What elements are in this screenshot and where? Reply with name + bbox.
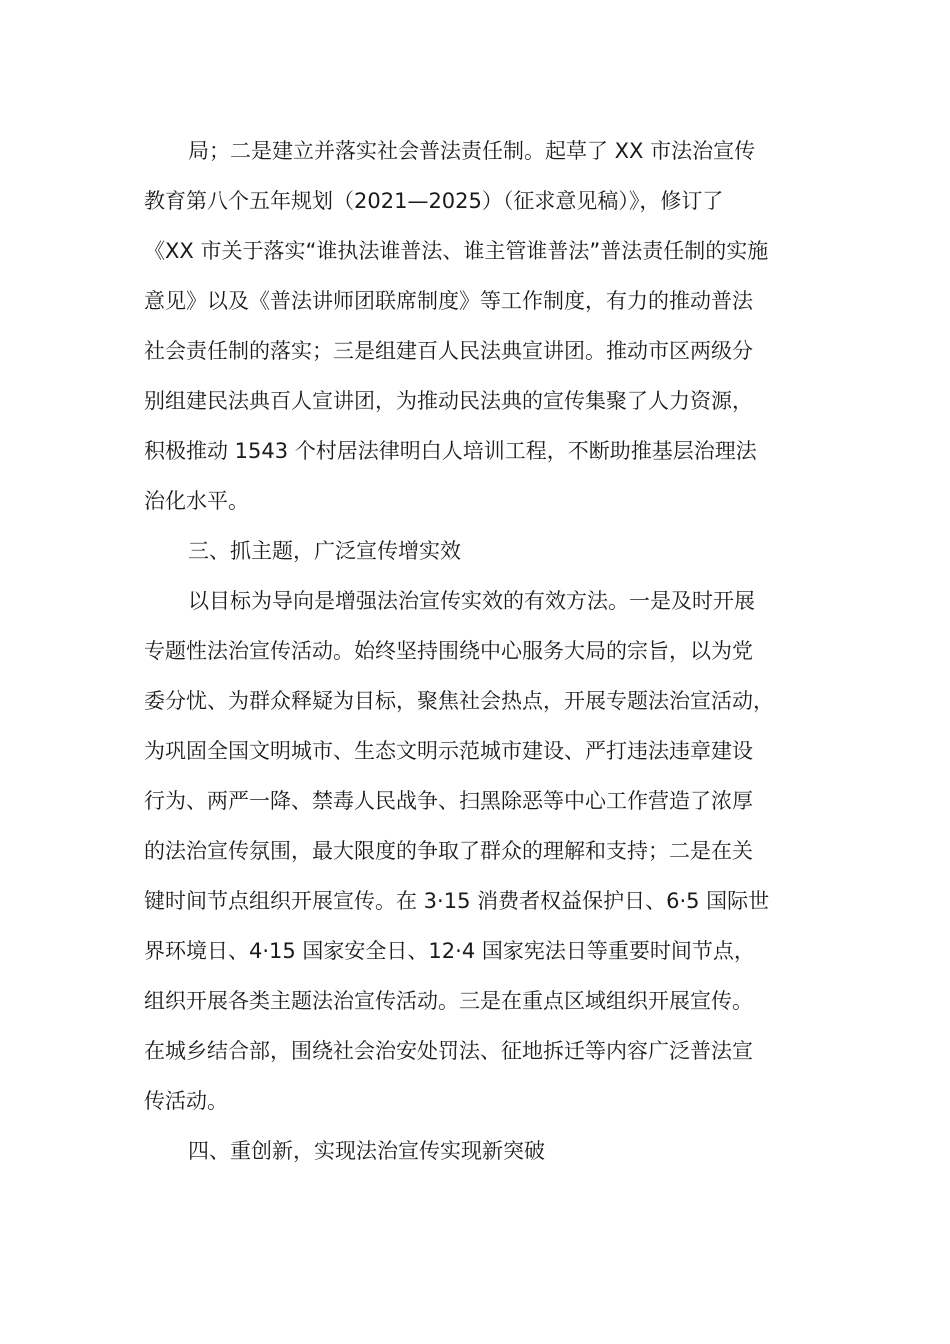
paragraph-line: 专题性法治宣传活动。始终坚持围绕中心服务大局的宗旨，以为党 — [144, 639, 753, 663]
paragraph-line: 键时间节点组织开展宣传。在 3·15 消费者权益保护日、6·5 国际世 — [144, 889, 770, 913]
paragraph-line: 教育第八个五年规划（2021—2025）（征求意见稿）》，修订了 — [144, 189, 724, 213]
paragraph-line: 的法治宣传氛围，最大限度的争取了群众的理解和支持；二是在关 — [144, 839, 753, 863]
paragraph-line: 传活动。 — [144, 1089, 228, 1113]
document-body — [144, 126, 834, 1176]
section-heading: 四、重创新，实现法治宣传实现新突破 — [188, 1139, 545, 1163]
paragraph-line: 委分忧、为群众释疑为目标，聚焦社会热点，开展专题法治宣活动， — [144, 689, 774, 713]
paragraph-line: 社会责任制的落实；三是组建百人民法典宣讲团。推动市区两级分 — [144, 339, 753, 363]
paragraph-line: 局；二是建立并落实社会普法责任制。起草了 XX 市法治宣传 — [188, 139, 756, 163]
paragraph-line: 意见》以及《普法讲师团联席制度》等工作制度，有力的推动普法 — [144, 289, 753, 313]
paragraph-line: 别组建民法典百人宣讲团，为推动民法典的宣传集聚了人力资源， — [144, 389, 753, 413]
paragraph-line: 界环境日、4·15 国家安全日、12·4 国家宪法日等重要时间节点， — [144, 939, 755, 963]
paragraph-line: 积极推动 1543 个村居法律明白人培训工程，不断助推基层治理法 — [144, 439, 757, 463]
paragraph-line: 组织开展各类主题法治宣传活动。三是在重点区域组织开展宣传。 — [144, 989, 753, 1013]
paragraph-line: 《XX 市关于落实“谁执法谁普法、谁主管谁普法”普法责任制的实施 — [144, 239, 769, 263]
paragraph-line: 在城乡结合部，围绕社会治安处罚法、征地拆迁等内容广泛普法宣 — [144, 1039, 753, 1063]
paragraph-line: 为巩固全国文明城市、生态文明示范城市建设、严打违法违章建设 — [144, 739, 753, 763]
section-heading: 三、抓主题，广泛宣传增实效 — [188, 539, 461, 563]
paragraph-line: 治化水平。 — [144, 489, 249, 513]
paragraph-line: 以目标为导向是增强法治宣传实效的有效方法。一是及时开展 — [188, 589, 755, 613]
paragraph-line: 行为、两严一降、禁毒人民战争、扫黑除恶等中心工作营造了浓厚 — [144, 789, 753, 813]
